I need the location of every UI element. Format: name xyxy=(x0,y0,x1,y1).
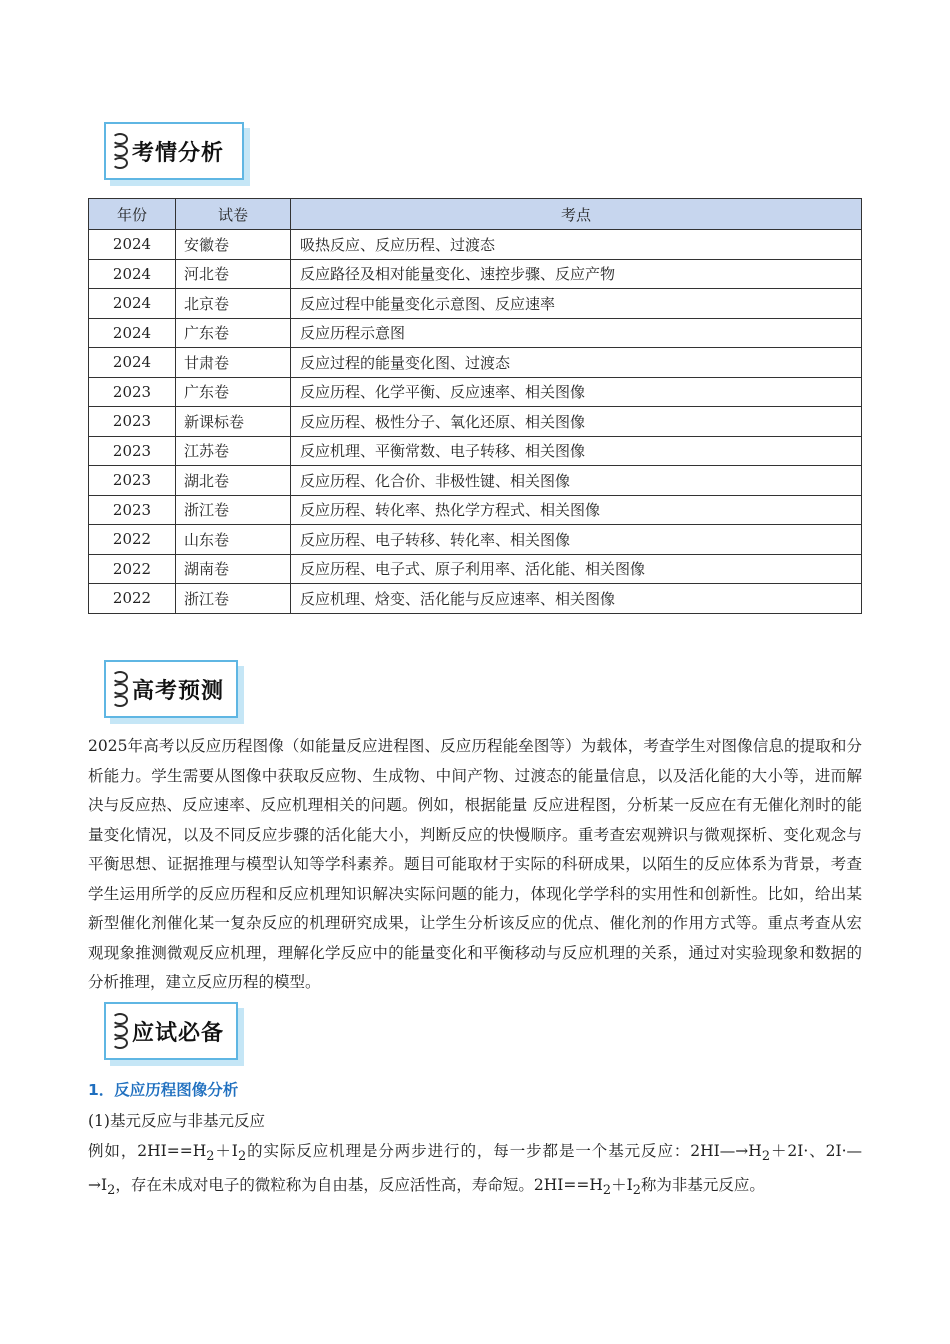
cell-points: 反应历程、电子转移、转化率、相关图像 xyxy=(291,525,862,555)
cell-paper: 北京卷 xyxy=(176,289,291,319)
cell-year: 2023 xyxy=(89,377,176,407)
cell-year: 2024 xyxy=(89,289,176,319)
spiral-binding-icon xyxy=(110,1011,128,1051)
table-row xyxy=(89,436,862,466)
cell-paper: 山东卷 xyxy=(176,525,291,555)
cell-paper: 甘肃卷 xyxy=(176,348,291,378)
cell-points: 反应历程、化学平衡、反应速率、相关图像 xyxy=(291,377,862,407)
prep-paragraph xyxy=(88,1107,862,1206)
table-row xyxy=(89,554,862,584)
table-row xyxy=(89,289,862,319)
section-title: 应试必备 xyxy=(132,1020,225,1046)
cell-paper: 浙江卷 xyxy=(176,495,291,525)
cell-year: 2023 xyxy=(89,436,176,466)
cell-points: 反应历程示意图 xyxy=(291,318,862,348)
cell-points: 反应路径及相对能量变化、速控步骤、反应产物 xyxy=(291,259,862,289)
header-year: 年份 xyxy=(89,199,176,230)
table-row xyxy=(89,407,862,437)
cell-year: 2022 xyxy=(89,554,176,584)
prep-example: 例如，$2HI==H_2+I_2$的实际反应机理是分两步进行的，每一步都是一个基元反应：$2HI—\to H_2+2I\cdot$、$2I\cdot—\to I_2$，存在未成对电子的微粒称为自由基，反应活性高，寿命短。$2HI==H_2+I_2$称为非基元反应。 xyxy=(88,1141,863,1199)
spiral-binding-icon xyxy=(110,669,128,709)
cell-year: 2023 xyxy=(89,466,176,496)
table-row xyxy=(89,318,862,348)
table-header-row xyxy=(89,199,862,230)
cell-points: 反应过程的能量变化图、过渡态 xyxy=(291,348,862,378)
header-points: 考点 xyxy=(291,199,862,230)
cell-paper: 江苏卷 xyxy=(176,436,291,466)
table-row xyxy=(89,230,862,260)
cell-points: 反应过程中能量变化示意图、反应速率 xyxy=(291,289,862,319)
cell-points: 反应历程、化合价、非极性键、相关图像 xyxy=(291,466,862,496)
cell-paper: 湖南卷 xyxy=(176,554,291,584)
cell-paper: 河北卷 xyxy=(176,259,291,289)
cell-paper: 湖北卷 xyxy=(176,466,291,496)
cell-paper: 广东卷 xyxy=(176,318,291,348)
cell-year: 2023 xyxy=(89,495,176,525)
cell-points: 反应历程、转化率、热化学方程式、相关图像 xyxy=(291,495,862,525)
cell-year: 2024 xyxy=(89,348,176,378)
cell-paper: 新课标卷 xyxy=(176,407,291,437)
table-row xyxy=(89,525,862,555)
table-row xyxy=(89,466,862,496)
cell-year: 2023 xyxy=(89,407,176,437)
prep-subheading: (1)基元反应与非基元反应 xyxy=(88,1112,265,1130)
cell-year: 2024 xyxy=(89,259,176,289)
header-paper: 试卷 xyxy=(176,199,291,230)
table-row xyxy=(89,348,862,378)
section-title: 高考预测 xyxy=(132,678,225,704)
cell-year: 2024 xyxy=(89,318,176,348)
cell-year: 2024 xyxy=(89,230,176,260)
section-title: 考情分析 xyxy=(132,140,225,166)
cell-year: 2022 xyxy=(89,525,176,555)
cell-points: 反应历程、极性分子、氧化还原、相关图像 xyxy=(291,407,862,437)
section-header-prep xyxy=(104,1002,238,1060)
table-row xyxy=(89,584,862,614)
forecast-paragraph: 2025年高考以反应历程图像（如能量反应进程图、反应历程能垒图等）为载体，考查学生对图像信息的提取和分析能力。学生需要从图像中获取反应物、生成物、中间产物、过渡态的能量信息，以及活化能的大小等，进而解决与反应热、反应速率、反应机理相关的问题。例如，根据能量 反应进程图，分析某一反应在有无催化剂时的能量变化情况，以及不同反应步骤的活化能大小，判断反应的快慢顺序。重考查宏观辨识与微观探析、变化观念与平衡思想、证据推理与模型认知等学科素养。题目可能取材于实际的科研成果，以陌生的反应体系为背景，考查学生运用所学的反应历程和反应机理知识解决实际问题的能力，体现化学学科的实用性和创新性。比如，给出某新型催化剂催化某一复杂反应的机理研究成果，让学生分析该反应的优点、催化剂的作用方式等。重点考查从宏观现象推测微观反应机理，理解化学反应中的能量变化和平衡移动与反应机理的关系，通过对实验现象和数据的分析推理，建立反应历程的模型。 xyxy=(88,737,862,991)
cell-paper: 广东卷 xyxy=(176,377,291,407)
spiral-binding-icon xyxy=(110,131,128,171)
table-row xyxy=(89,377,862,407)
table-row xyxy=(89,495,862,525)
cell-paper: 浙江卷 xyxy=(176,584,291,614)
table-row xyxy=(89,259,862,289)
cell-points: 反应机理、平衡常数、电子转移、相关图像 xyxy=(291,436,862,466)
exam-analysis-table xyxy=(88,198,862,614)
cell-year: 2022 xyxy=(89,584,176,614)
cell-paper: 安徽卷 xyxy=(176,230,291,260)
section-header-analysis xyxy=(104,122,244,180)
cell-points: 反应机理、焓变、活化能与反应速率、相关图像 xyxy=(291,584,862,614)
section-header-forecast xyxy=(104,660,238,718)
cell-points: 吸热反应、反应历程、过渡态 xyxy=(291,230,862,260)
subsection-heading: 1．反应历程图像分析 xyxy=(88,1081,239,1099)
cell-points: 反应历程、电子式、原子利用率、活化能、相关图像 xyxy=(291,554,862,584)
